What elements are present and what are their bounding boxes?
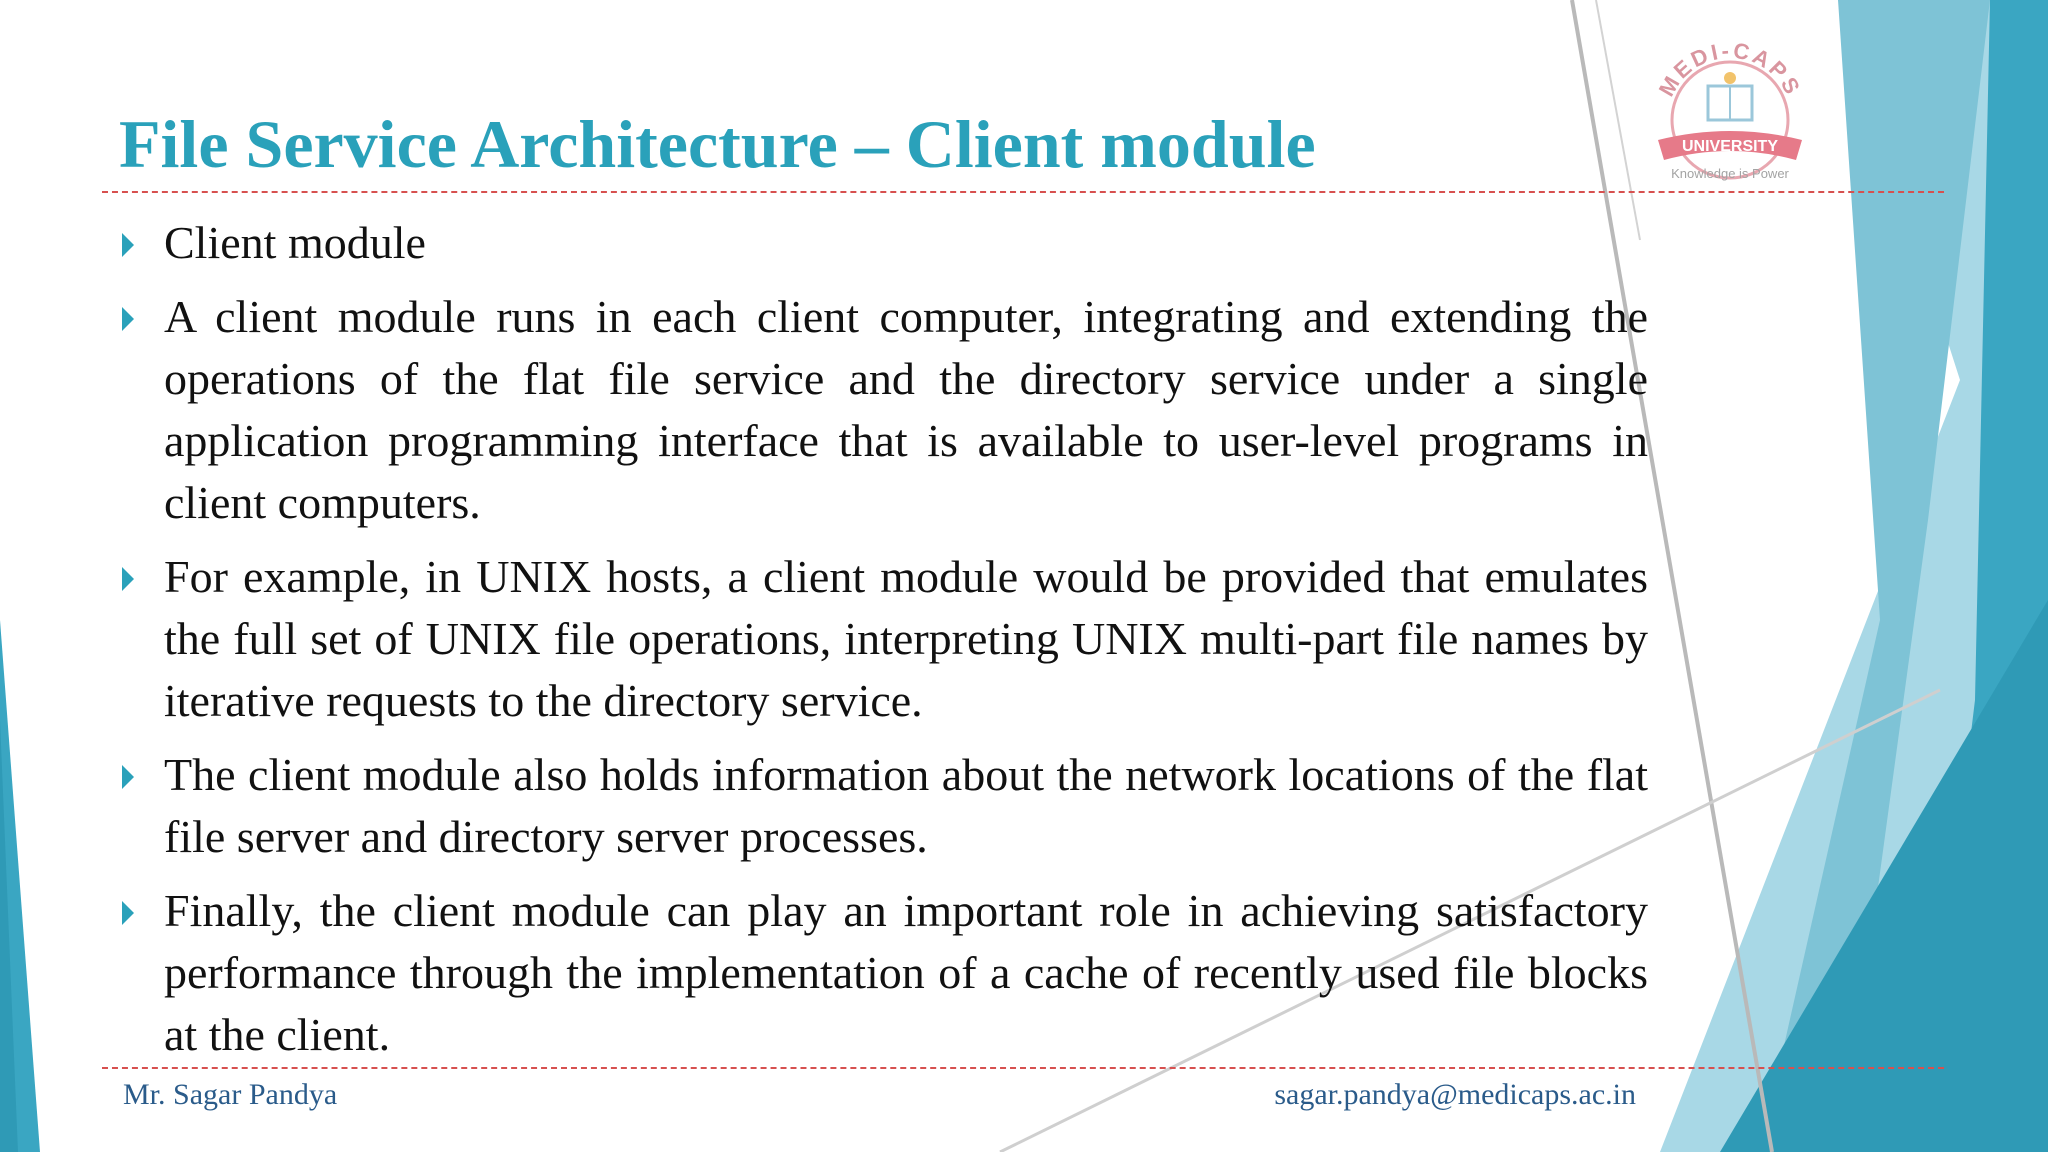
footer-email: sagar.pandya@medicaps.ac.in: [1274, 1078, 1636, 1111]
university-logo: [1620, 28, 1840, 193]
bullet-list: [120, 212, 1648, 1078]
bullet-arrow-icon: [122, 765, 134, 789]
svg-text:UNIVERSITY: UNIVERSITY: [1681, 138, 1779, 155]
svg-text:MEDI-CAPS: MEDI-CAPS: [1653, 37, 1807, 101]
bullet-item: [120, 880, 1648, 1066]
bullet-arrow-icon: [122, 567, 134, 591]
bullet-item: [120, 212, 1648, 274]
bullet-arrow-icon: [122, 307, 134, 331]
bullet-text: Client module: [164, 217, 426, 268]
bullet-text: A client module runs in each client computer, integrating and extending the operations of the flat file service and the directory service under a single application programming interface that is available to user-level programs in client computers.: [164, 291, 1648, 528]
svg-text:Knowledge is Power: Knowledge is Power: [1671, 166, 1789, 181]
bullet-item: [120, 744, 1648, 868]
title-divider: [102, 191, 1944, 193]
bullet-item: [120, 286, 1648, 534]
bullet-arrow-icon: [122, 233, 134, 257]
bullet-item: [120, 546, 1648, 732]
bullet-text: For example, in UNIX hosts, a client module would be provided that emulates the full set of UNIX file operations, interpreting UNIX multi-part file names by iterative requests to the directory service.: [164, 551, 1648, 726]
footer-author: Mr. Sagar Pandya: [123, 1078, 338, 1111]
bullet-text: Finally, the client module can play an important role in achieving satisfactory performance through the implementation of a cache of recently used file blocks at the client.: [164, 885, 1648, 1060]
bullet-text: The client module also holds information about the network locations of the flat file server and directory server processes.: [164, 749, 1648, 862]
bullet-arrow-icon: [122, 901, 134, 925]
footer-divider: [102, 1067, 1944, 1069]
slide-title: File Service Architecture – Client module: [119, 106, 1316, 182]
